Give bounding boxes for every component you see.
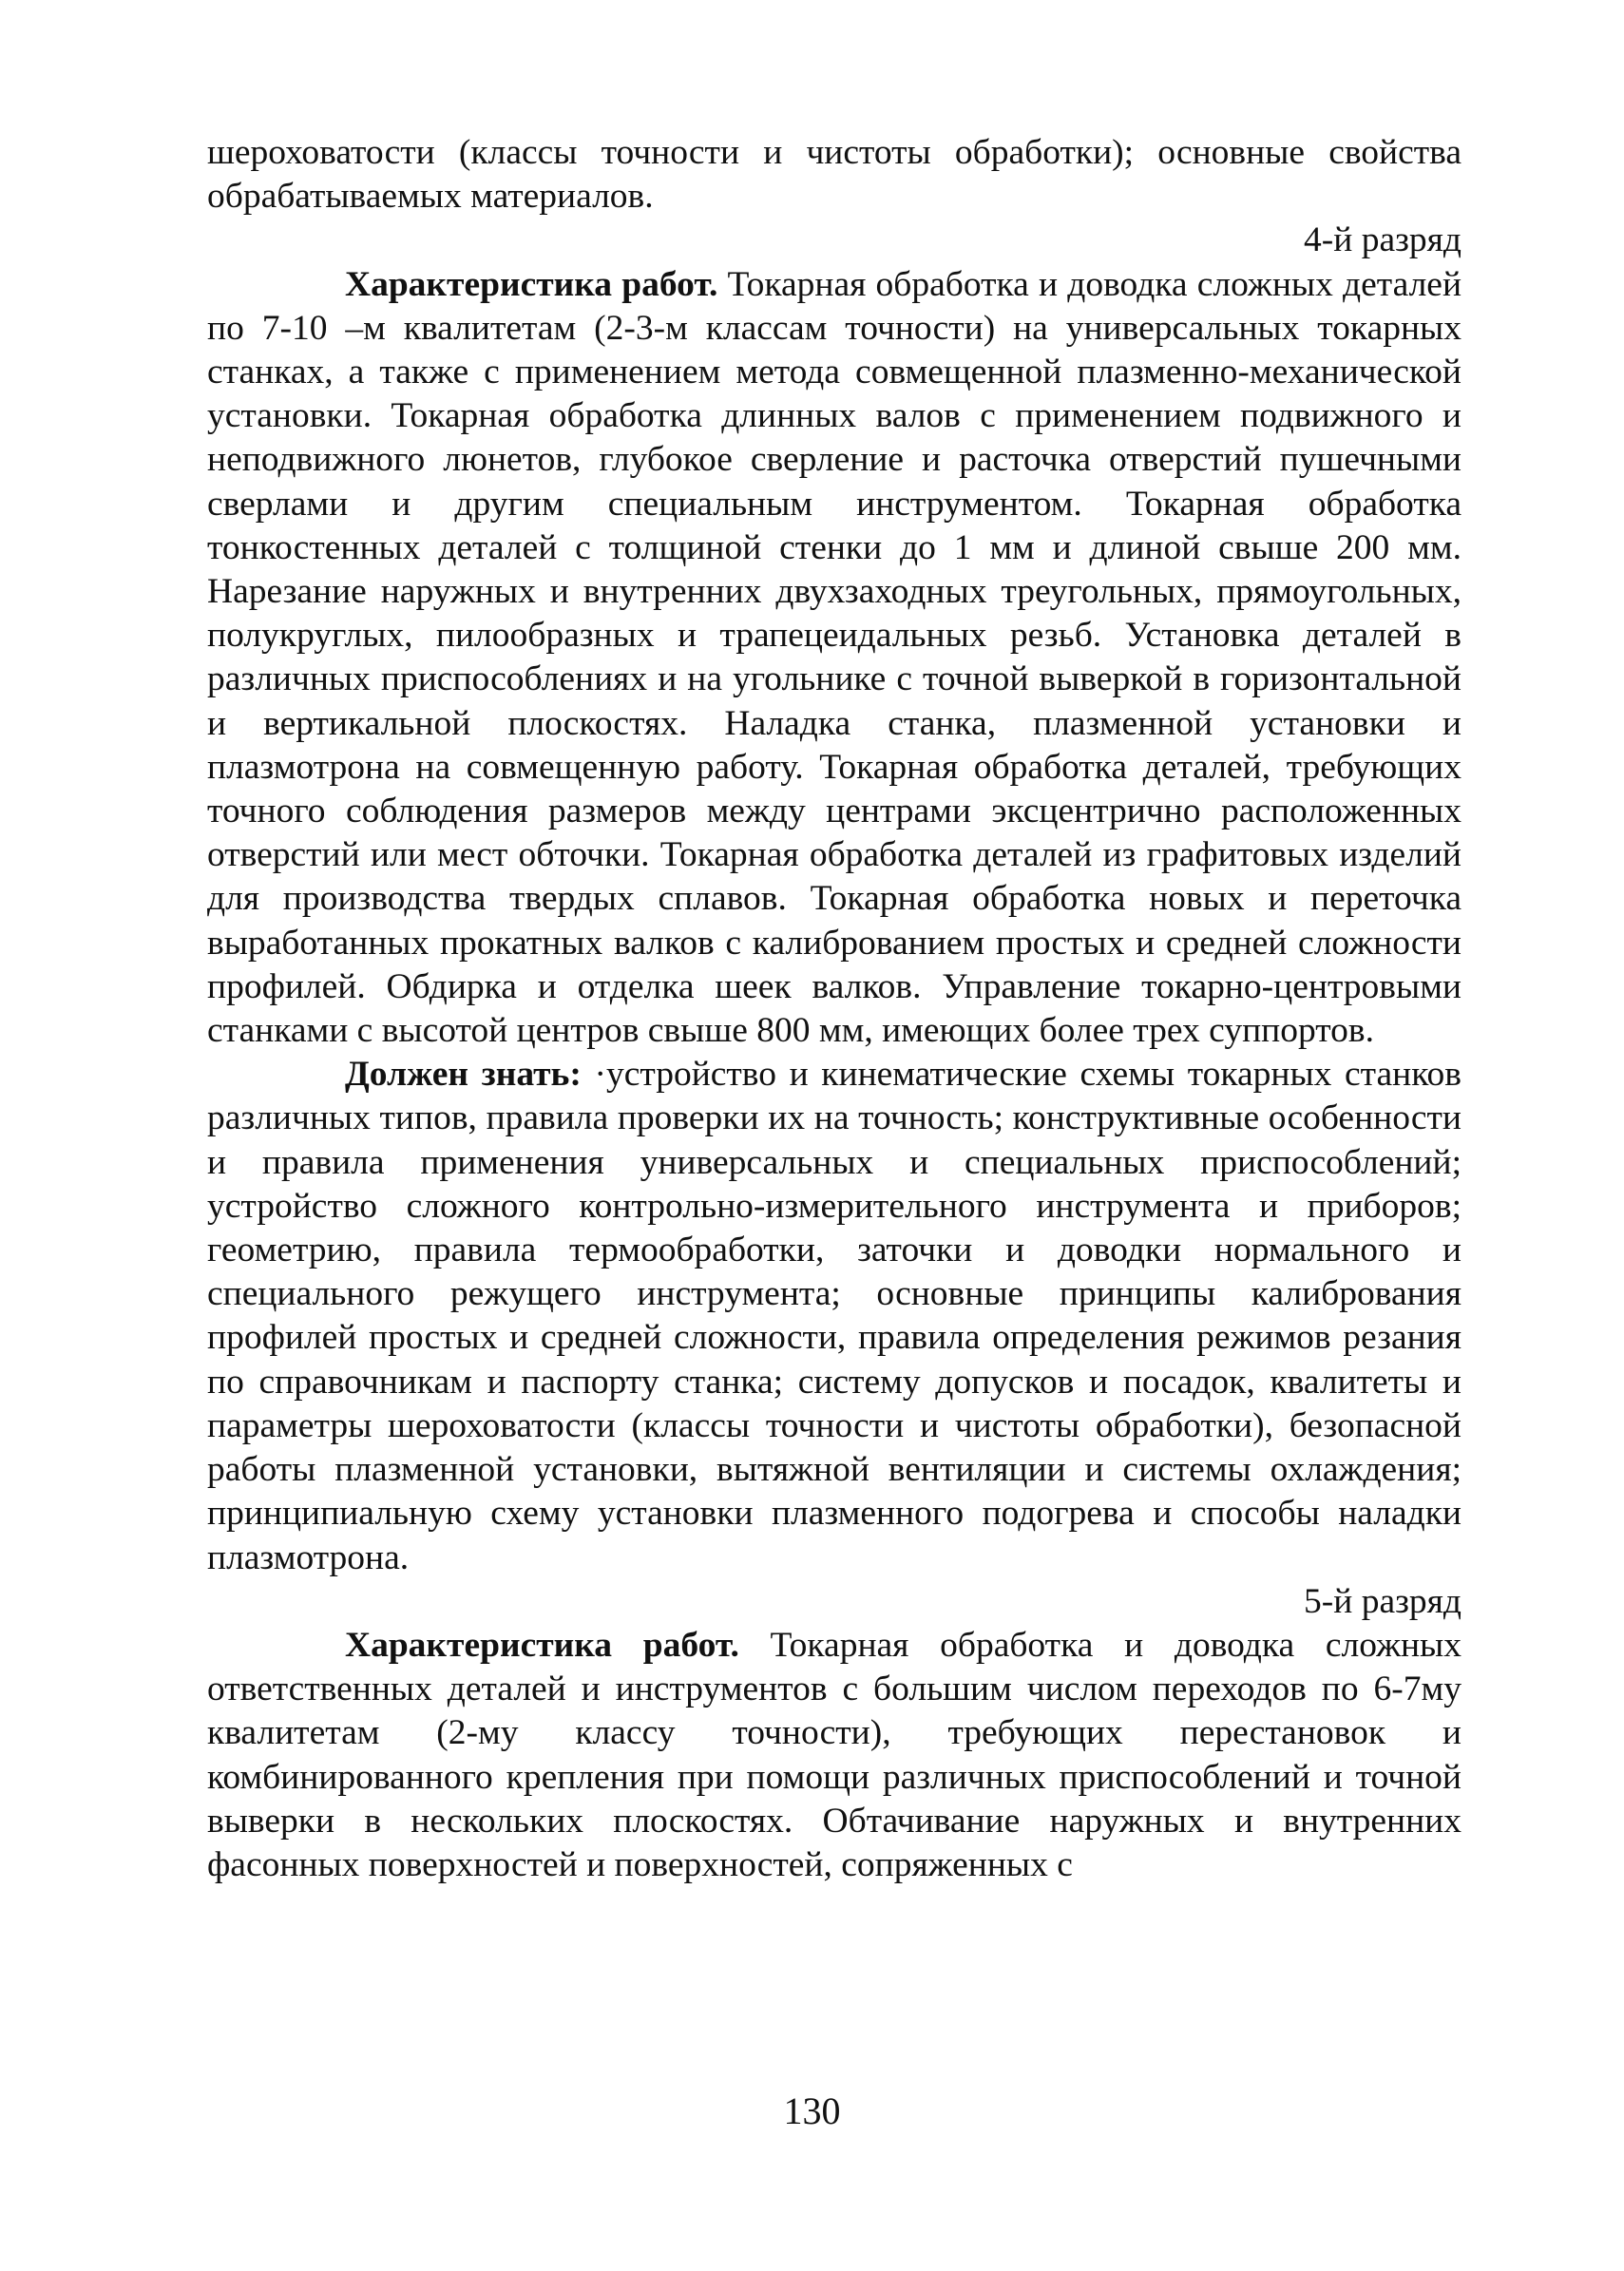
grade-4-knowledge-paragraph bbox=[207, 1053, 1462, 1579]
grade-5-heading: 5-й разряд bbox=[1304, 1581, 1462, 1621]
page-number: 130 bbox=[783, 2090, 841, 2132]
document-page bbox=[207, 131, 1462, 1887]
grade-4-heading: 4-й разряд bbox=[1304, 220, 1462, 260]
grade-5-work-paragraph bbox=[207, 1624, 1462, 1887]
grade-5-work-label: Характеристика работ. bbox=[345, 1625, 739, 1665]
grade-4-knowledge-label: Должен знать: bbox=[345, 1055, 582, 1095]
grade-4-work-label: Характеристика работ. bbox=[345, 264, 718, 304]
intro-paragraph bbox=[207, 131, 1462, 219]
intro-text: шероховатости (классы точности и чистоты обработки); основные свойства обрабатываемых материалов. bbox=[207, 133, 1462, 217]
grade-5-work-text: Токарная обработка и доводка сложных ответственных деталей и инструментов с большим числом переходов по 6-7му квалитетам (2-му классу точности), требующих перестановок и комбинированного крепления при помощи различных приспособлений и точной выверки в нескольких плоскостях. Обтачивание наружных и внутренних фасонных поверхностей и поверхностей, сопряженных с bbox=[207, 1625, 1462, 1884]
grade-4-work-text: Токарная обработка и доводка сложных деталей по 7-10 –м квалитетам (2-3-м классам точности) на универсальных токарных станках, а также с применением метода совмещенной плазменно-механической установки. Токарная обработка длинных валов с применением подвижного и неподвижного люнетов, глубокое сверление и расточка отверстий пушечными сверлами и другим специальным инструментом. Токарная обработка тонкостенных деталей с толщиной стенки до 1 мм и длиной свыше 200 мм. Нарезание наружных и внутренних двухзаходных треугольных, прямоугольных, полукруглых, пилообразных и трапецеидальных резьб. Установка деталей в различных приспособлениях и на угольнике с точной выверкой в горизонтальной и вертикальной плоскостях. Наладка станка, плазменной установки и плазмотрона на совмещенную работу. Токарная обработка деталей, требующих точного соблюдения размеров между центрами эксцентрично расположенных отверстий или мест обточки. Токарная обработка деталей из графитовых изделий для производства твердых сплавов. Токарная обработка новых и переточка выработанных прокатных валков с калиброванием простых и средней сложности профилей. Обдирка и отделка шеек валков. Управление токарно-центровыми станками с высотой центров свыше 800 мм, имеющих более трех суппортов. bbox=[207, 264, 1462, 1051]
grade-4-work-paragraph bbox=[207, 263, 1462, 1054]
grade-4-knowledge-text: ·устройство и кинематические схемы токарных станков различных типов, правила проверки их на точность; конструктивные особенности и правила применения универсальных и специальных приспособлений; устройство сложного контрольно-измерительного инструмента и приборов; геометрию, правила термообработки, заточки и доводки нормального и специального режущего инструмента; основные принципы калибрования профилей простых и средней сложности, правила определения режимов резания по справочникам и паспорту станка; систему допусков и посадок, квалитеты и параметры шероховатости (классы точности и чистоты обработки), безопасной работы плазменной установки, вытяжной вентиляции и системы охлаждения; принципиальную схему установки плазменного подогрева и способы наладки плазмотрона. bbox=[207, 1055, 1462, 1577]
